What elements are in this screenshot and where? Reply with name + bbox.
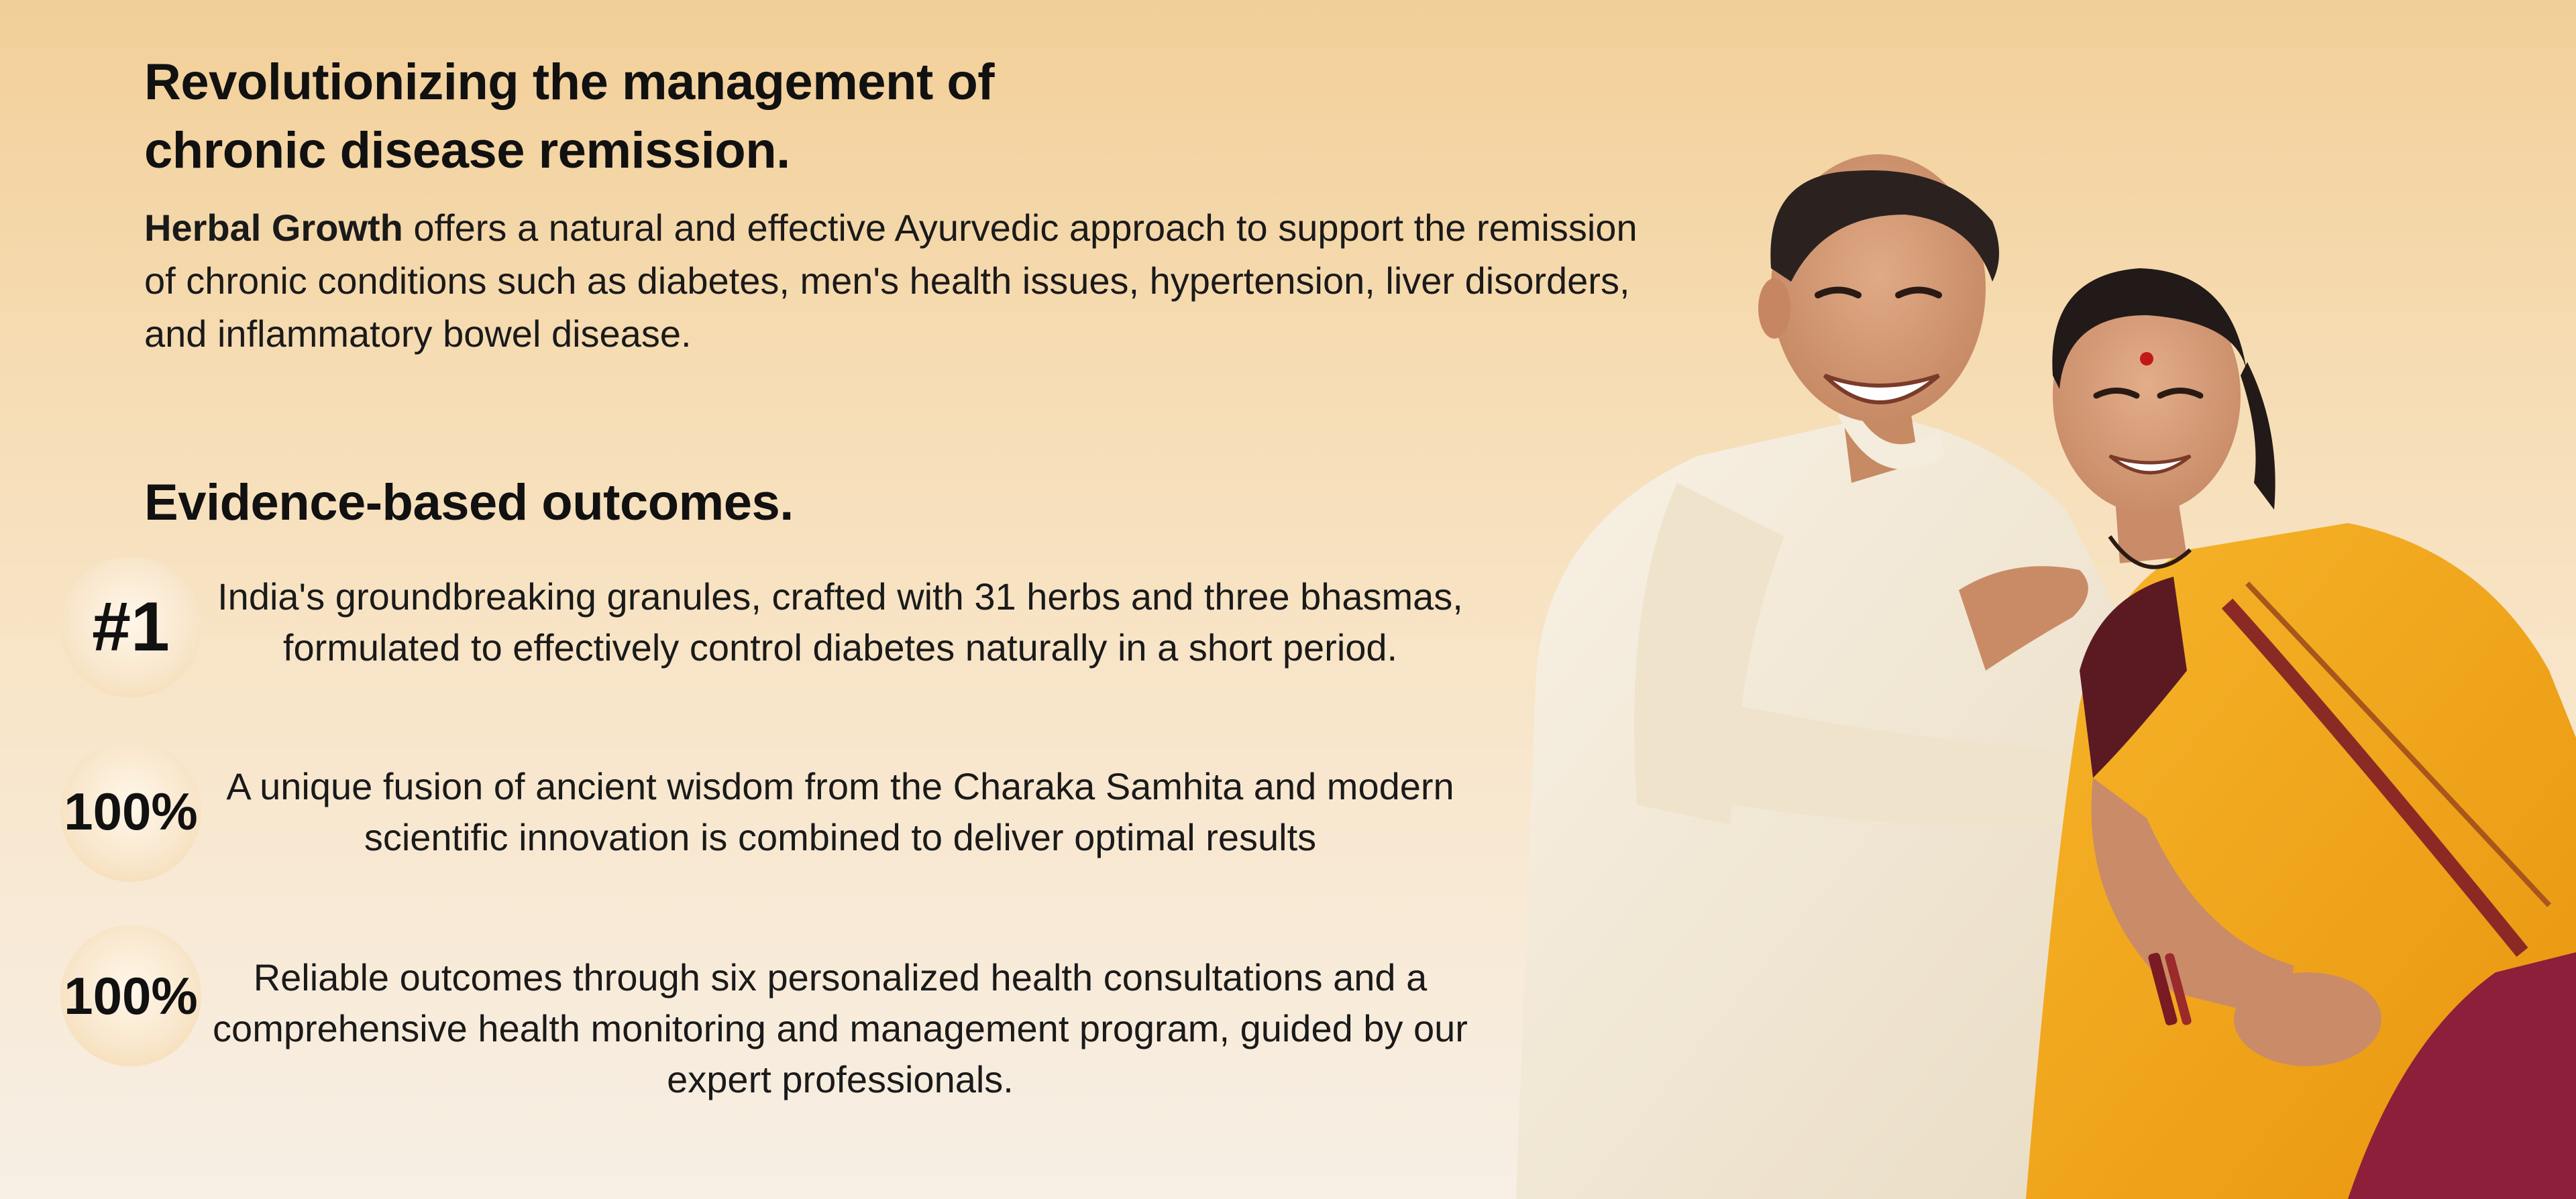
outcome-text: India's groundbreaking granules, crafted with 31 herbs and three bhasmas, formulated to effectively control diabetes naturally in a short period. bbox=[217, 575, 1463, 669]
hero-description bbox=[144, 201, 1647, 360]
couple-photo bbox=[1476, 0, 2576, 1199]
outcome-item bbox=[60, 741, 1576, 889]
hero-title-line2: chronic disease remission. bbox=[144, 122, 790, 179]
outcome-text: A unique fusion of ancient wisdom from the Charaka Samhita and modern scientific innovation is combined to deliver optimal results bbox=[226, 765, 1454, 858]
woman-figure bbox=[2026, 268, 2576, 1199]
outcome-badge: 100% bbox=[60, 741, 201, 882]
hero-title bbox=[144, 48, 1150, 185]
outcome-item bbox=[60, 557, 1576, 704]
hero-description-text: offers a natural and effective Ayurvedic approach to support the remission of chronic conditions such as diabetes, men's health issues, hypertension, liver disorders, and inflammatory bowel disease. bbox=[144, 207, 1638, 355]
brand-name: Herbal Growth bbox=[144, 207, 403, 249]
hero-title-line1: Revolutionizing the management of bbox=[144, 54, 995, 111]
outcome-item bbox=[60, 925, 1576, 1100]
outcomes-title: Evidence-based outcomes. bbox=[144, 474, 794, 531]
outcome-text: Reliable outcomes through six personalized health consultations and a comprehensive health monitoring and management program, guided by our expert professionals. bbox=[213, 956, 1468, 1100]
outcome-badge: #1 bbox=[60, 557, 201, 697]
outcome-badge: 100% bbox=[60, 925, 201, 1066]
